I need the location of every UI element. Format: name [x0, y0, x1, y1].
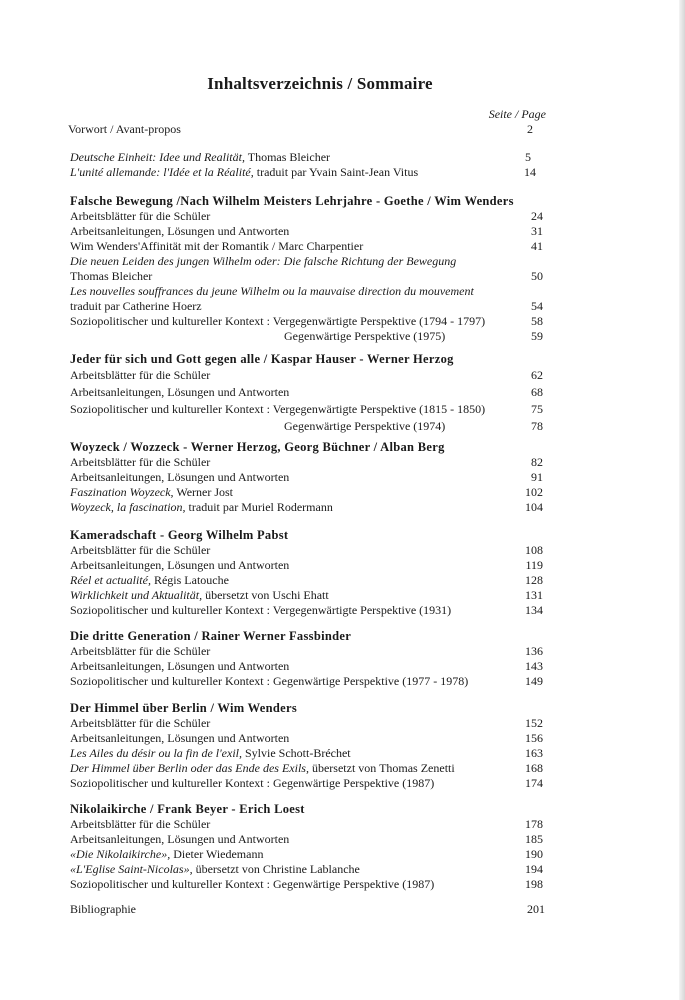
- entry-page: 149: [525, 674, 543, 688]
- entry-page: 185: [525, 832, 543, 846]
- entry-page: 178: [525, 817, 543, 831]
- toc-entry: [0, 299, 640, 314]
- entry-page: 168: [525, 761, 543, 775]
- entry-title: Bibliographie: [70, 902, 136, 916]
- entry-page: 131: [525, 588, 543, 602]
- entry-title-italic: Wirklichkeit und Aktualität,: [70, 588, 203, 602]
- entry-author: traduit par Muriel Rodermann: [185, 500, 333, 514]
- entry-page: 68: [531, 385, 543, 399]
- entry-title: Arbeitsblätter für die Schüler: [70, 209, 211, 223]
- entry-page: 78: [531, 419, 543, 433]
- toc-entry: [0, 284, 640, 299]
- toc-entry: [0, 239, 640, 254]
- toc-entry: [0, 254, 640, 269]
- toc-entry: [0, 716, 640, 731]
- entry-page: 156: [525, 731, 543, 745]
- essays-block: [0, 150, 640, 180]
- toc-entry: [0, 902, 640, 917]
- entry-title-italic: Deutsche Einheit: Idee und Realität,: [70, 150, 245, 164]
- entry-title: Arbeitsblätter für die Schüler: [70, 543, 211, 557]
- toc-entry: [0, 573, 640, 588]
- section-kaspar-hauser: [0, 351, 640, 435]
- entry-page: 190: [525, 847, 543, 861]
- toc-entry: [0, 485, 640, 500]
- section-heading: Nikolaikirche / Frank Beyer - Erich Loest: [70, 802, 305, 816]
- entry-page: 24: [531, 209, 543, 223]
- toc-entry: [0, 877, 640, 892]
- entry-author: Werner Jost: [173, 485, 234, 499]
- entry-page: 82: [531, 455, 543, 469]
- page-edge: [679, 0, 685, 1000]
- entry-title: Soziopolitischer und kultureller Kontext : Vergegenwärtigte Perspektive (1794 - 1797): [70, 314, 486, 328]
- entry-title: Arbeitsblätter für die Schüler: [70, 817, 211, 831]
- section-falsche-bewegung: [0, 193, 640, 344]
- entry-author: traduit par Yvain Saint-Jean Vitus: [253, 165, 419, 179]
- entry-page: 58: [531, 314, 543, 328]
- entry-title: Soziopolitischer und kultureller Kontext : Gegenwärtige Perspektive (1987): [70, 776, 435, 790]
- entry-title: Arbeitsblätter für die Schüler: [70, 455, 211, 469]
- entry-author: Thomas Bleicher: [244, 150, 331, 164]
- toc-entry: [0, 603, 640, 618]
- toc-entry: [0, 543, 640, 558]
- entry-title: Vorwort / Avant-propos: [68, 122, 181, 136]
- entry-title-italic: Les nouvelles souffrances du jeune Wilhelm ou la mauvaise direction du mouvement: [70, 284, 474, 298]
- toc-entry: [0, 847, 640, 862]
- entry-page: 134: [525, 603, 543, 617]
- entry-title-italic: Der Himmel über Berlin oder das Ende des Exils,: [70, 761, 309, 775]
- toc-entry: [0, 209, 640, 224]
- entry-page: 128: [525, 573, 543, 587]
- section-heading: Woyzeck / Wozzeck - Werner Herzog, Georg Büchner / Alban Berg: [70, 440, 445, 454]
- toc-entry: [0, 817, 640, 832]
- toc-entry: [0, 314, 640, 329]
- entry-title-italic: «Die Nikolaikirche»,: [70, 847, 171, 861]
- page-column-header: Seite / Page: [488, 107, 546, 121]
- entry-title-italic: Les Ailes du désir ou la fin de l'exil,: [70, 746, 242, 760]
- entry-title-italic: Faszination Woyzeck,: [70, 485, 174, 499]
- entry-page: 50: [531, 269, 543, 283]
- entry-page: 59: [531, 329, 543, 343]
- entry-title: Soziopolitischer und kultureller Kontext : Gegenwärtige Perspektive (1977 - 1978): [70, 674, 469, 688]
- entry-page: 91: [531, 470, 543, 484]
- section-heading: Falsche Bewegung /Nach Wilhelm Meisters Lehrjahre - Goethe / Wim Wenders: [70, 194, 514, 208]
- entry-page: 5: [525, 150, 531, 164]
- entry-page: 152: [525, 716, 543, 730]
- toc-entry: [0, 558, 640, 573]
- section-heading: Der Himmel über Berlin / Wim Wenders: [70, 701, 297, 715]
- entry-page: 119: [525, 558, 543, 572]
- entry-title: Soziopolitischer und kultureller Kontext : Gegenwärtige Perspektive (1987): [70, 877, 435, 891]
- entry-title-italic: Die neuen Leiden des jungen Wilhelm oder: Die falsche Richtung der Bewegung: [70, 254, 457, 268]
- toc-entry: [0, 776, 640, 791]
- toc-entry: [0, 418, 640, 435]
- section-himmel-ueber-berlin: [0, 700, 640, 791]
- entry-author: Régis Latouche: [150, 573, 229, 587]
- entry-title-italic: L'unité allemande: l'Idée et la Réalité,: [70, 165, 254, 179]
- entry-page: 201: [527, 902, 545, 916]
- section-heading: Jeder für sich und Gott gegen alle / Kaspar Hauser - Werner Herzog: [70, 352, 454, 366]
- entry-page: 75: [531, 402, 543, 416]
- toc-entry: [0, 862, 640, 877]
- entry-page: 62: [531, 368, 543, 382]
- entry-page: 108: [525, 543, 543, 557]
- toc-entry: [0, 150, 640, 165]
- entry-author: übersetzt von Christine Lablanche: [192, 862, 360, 876]
- entry-title: Arbeitsanleitungen, Lösungen und Antworten: [70, 558, 290, 572]
- entry-title: Soziopolitischer und kultureller Kontext : Vergegenwärtigte Perspektive (1931): [70, 603, 452, 617]
- entry-title: Arbeitsanleitungen, Lösungen und Antworten: [70, 659, 290, 673]
- entry-title: Arbeitsanleitungen, Lösungen und Antworten: [70, 470, 290, 484]
- entry-title: Arbeitsanleitungen, Lösungen und Antworten: [70, 385, 290, 399]
- entry-page: 136: [525, 644, 543, 658]
- entry-page: 41: [531, 239, 543, 253]
- toc-entry: [0, 224, 640, 239]
- toc-entry: [0, 384, 640, 401]
- toc-entry: [0, 588, 640, 603]
- toc-entry: [0, 644, 640, 659]
- entry-author: übersetzt von Thomas Zenetti: [308, 761, 455, 775]
- toc-entry: [0, 500, 640, 515]
- toc-entry: [0, 470, 640, 485]
- entry-author: Dieter Wiedemann: [170, 847, 264, 861]
- entry-title: Gegenwärtige Perspektive (1975): [284, 329, 446, 343]
- toc-entry: [0, 455, 640, 470]
- entry-author: Sylvie Schott-Bréchet: [242, 746, 351, 760]
- entry-author: Thomas Bleicher: [70, 269, 153, 283]
- entry-title: Arbeitsanleitungen, Lösungen und Antworten: [70, 224, 290, 238]
- entry-author: übersetzt von Uschi Ehatt: [202, 588, 329, 602]
- entry-page: 31: [531, 224, 543, 238]
- entry-title: Soziopolitischer und kultureller Kontext : Vergegenwärtigte Perspektive (1815 - 1850): [70, 402, 486, 416]
- toc-entry: [0, 731, 640, 746]
- entry-title: Arbeitsanleitungen, Lösungen und Antworten: [70, 832, 290, 846]
- toc-entry: [0, 165, 640, 180]
- entry-title-italic: «L'Eglise Saint-Nicolas»,: [70, 862, 193, 876]
- entry-page: 143: [525, 659, 543, 673]
- entry-title: Arbeitsanleitungen, Lösungen und Antworten: [70, 731, 290, 745]
- bibliography-block: [0, 902, 640, 917]
- entry-page: 104: [525, 500, 543, 514]
- toc-entry: [0, 674, 640, 689]
- entry-page: 2: [527, 122, 533, 136]
- entry-page: 14: [524, 165, 536, 179]
- toc-entry: [0, 746, 640, 761]
- intro-block: [0, 122, 640, 137]
- entry-author: traduit par Catherine Hoerz: [70, 299, 202, 313]
- toc-entry: [0, 761, 640, 776]
- entry-title: Arbeitsblätter für die Schüler: [70, 716, 211, 730]
- entry-title: Arbeitsblätter für die Schüler: [70, 368, 211, 382]
- entry-page: 54: [531, 299, 543, 313]
- section-kameradschaft: [0, 527, 640, 618]
- entry-title: Gegenwärtige Perspektive (1974): [284, 419, 446, 433]
- section-nikolaikirche: [0, 801, 640, 892]
- entry-title-italic: Réel et actualité,: [70, 573, 151, 587]
- entry-title-italic: Woyzeck, la fascination,: [70, 500, 186, 514]
- entry-title: Arbeitsblätter für die Schüler: [70, 644, 211, 658]
- toc-entry: [0, 832, 640, 847]
- toc-entry: [0, 401, 640, 418]
- section-woyzeck: [0, 439, 640, 515]
- entry-page: 102: [525, 485, 543, 499]
- entry-page: 174: [525, 776, 543, 790]
- page-title: Inhaltsverzeichnis / Sommaire: [207, 74, 433, 93]
- section-dritte-generation: [0, 628, 640, 689]
- toc-entry: [0, 659, 640, 674]
- toc-entry: [0, 122, 640, 137]
- entry-page: 194: [525, 862, 543, 876]
- entry-page: 163: [525, 746, 543, 760]
- section-heading: Die dritte Generation / Rainer Werner Fassbinder: [70, 629, 352, 643]
- entry-page: 198: [525, 877, 543, 891]
- toc-entry: [0, 269, 640, 284]
- entry-title: Wim Wenders'Affinität mit der Romantik / Marc Charpentier: [70, 239, 364, 253]
- toc-entry: [0, 329, 640, 344]
- toc-entry: [0, 367, 640, 384]
- section-heading: Kameradschaft - Georg Wilhelm Pabst: [70, 528, 289, 542]
